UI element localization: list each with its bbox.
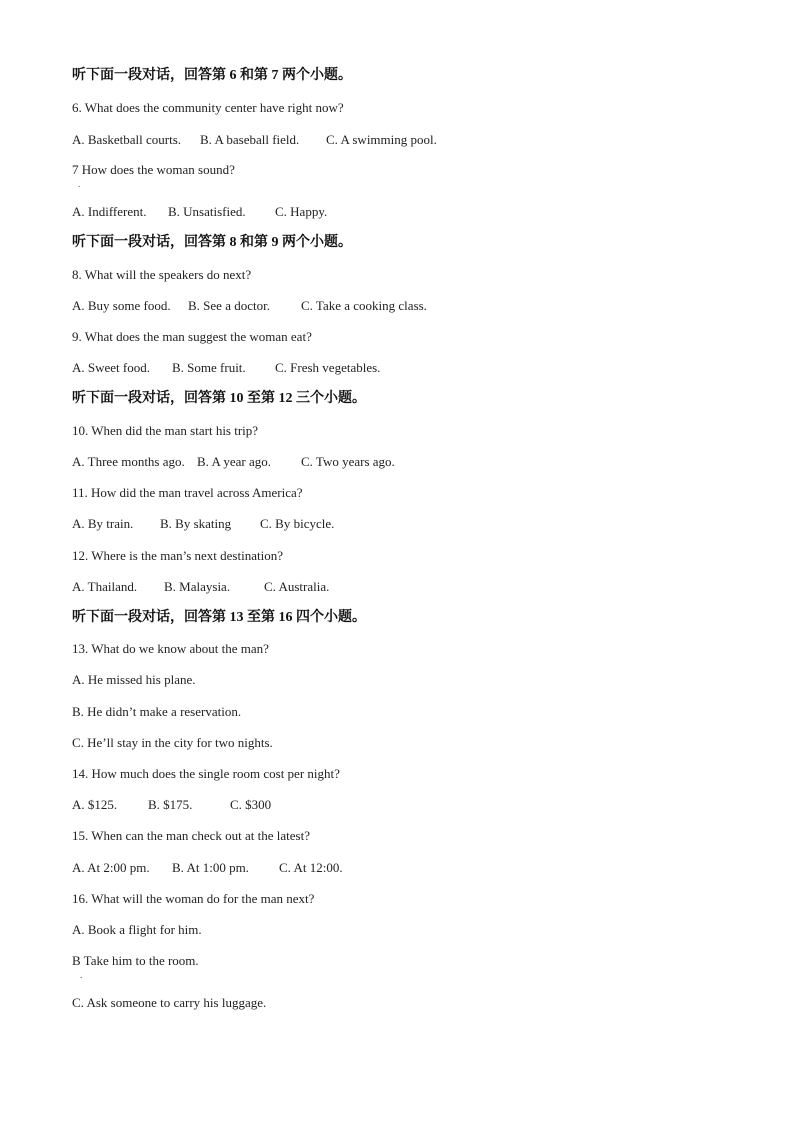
answer-options xyxy=(72,516,335,532)
section-heading: 听下面一段对话，回答第 6 和第 7 两个小题。 xyxy=(72,68,352,83)
question-text: 13. What do we know about the man? xyxy=(72,641,269,656)
option-a: A. At 2:00 pm. xyxy=(72,860,150,875)
answer-options xyxy=(72,579,330,595)
option-a: A. By train. xyxy=(72,516,134,531)
option-c: C. Two years ago. xyxy=(301,454,395,469)
answer-option: C. He’ll stay in the city for two nights. xyxy=(72,735,273,750)
option-b: B. See a doctor. xyxy=(188,298,270,313)
option-c: C. Take a cooking class. xyxy=(301,298,427,313)
section-heading: 听下面一段对话，回答第 10 至第 12 三个小题。 xyxy=(72,391,366,406)
option-a: A. Thailand. xyxy=(72,579,138,594)
question-text: 6. What does the community center have right now? xyxy=(72,100,344,115)
answer-option: B. He didn’t make a reservation. xyxy=(72,704,242,719)
option-a: A. Indifferent. xyxy=(72,204,147,219)
option-c: C. At 12:00. xyxy=(279,860,343,875)
option-c: C. Australia. xyxy=(264,579,330,594)
question-text: 11. How did the man travel across America? xyxy=(72,485,303,500)
option-a: A. Three months ago. xyxy=(72,454,185,469)
answer-options xyxy=(72,860,343,876)
option-b: B. By skating xyxy=(160,516,232,531)
question-text: 15. When can the man check out at the latest? xyxy=(72,828,310,843)
option-c: C. Happy. xyxy=(275,204,328,219)
option-a: A. Basketball courts. xyxy=(72,132,182,147)
option-a: A. Sweet food. xyxy=(72,360,150,375)
answer-options xyxy=(72,204,328,220)
option-c: C. A swimming pool. xyxy=(326,132,437,147)
answer-option: C. Ask someone to carry his luggage. xyxy=(72,995,267,1010)
question-text: 12. Where is the man’s next destination? xyxy=(72,548,283,563)
option-a: A. Buy some food. xyxy=(72,298,171,313)
answer-options xyxy=(72,797,272,813)
question-text: 7 How does the woman sound? xyxy=(72,162,235,177)
question-text: 8. What will the speakers do next? xyxy=(72,267,252,282)
option-c: C. Fresh vegetables. xyxy=(275,360,381,375)
option-b: B. A baseball field. xyxy=(200,132,300,147)
question-text: 9. What does the man suggest the woman eat? xyxy=(72,329,312,344)
option-b: B. At 1:00 pm. xyxy=(172,860,249,875)
option-b: B. Some fruit. xyxy=(172,360,246,375)
answer-options xyxy=(72,360,381,376)
answer-options xyxy=(72,132,437,148)
option-c: C. $300 xyxy=(230,797,272,812)
answer-option: A. Book a flight for him. xyxy=(72,922,202,937)
question-text: 16. What will the woman do for the man next? xyxy=(72,891,315,906)
punctuation-dot: . xyxy=(78,179,81,189)
section-heading: 听下面一段对话，回答第 13 至第 16 四个小题。 xyxy=(72,610,366,625)
option-a: A. $125. xyxy=(72,797,118,812)
answer-option: A. He missed his plane. xyxy=(72,672,196,687)
answer-option: B Take him to the room. xyxy=(72,953,199,968)
punctuation-dot: . xyxy=(80,970,83,980)
option-b: B. $175. xyxy=(148,797,193,812)
option-b: B. Unsatisfied. xyxy=(168,204,246,219)
section-heading: 听下面一段对话，回答第 8 和第 9 两个小题。 xyxy=(72,235,352,250)
answer-options xyxy=(72,298,427,314)
question-text: 14. How much does the single room cost per night? xyxy=(72,766,340,781)
answer-options xyxy=(72,454,395,470)
option-b: B. Malaysia. xyxy=(164,579,231,594)
option-b: B. A year ago. xyxy=(197,454,272,469)
option-c: C. By bicycle. xyxy=(260,516,335,531)
question-text: 10. When did the man start his trip? xyxy=(72,423,259,438)
